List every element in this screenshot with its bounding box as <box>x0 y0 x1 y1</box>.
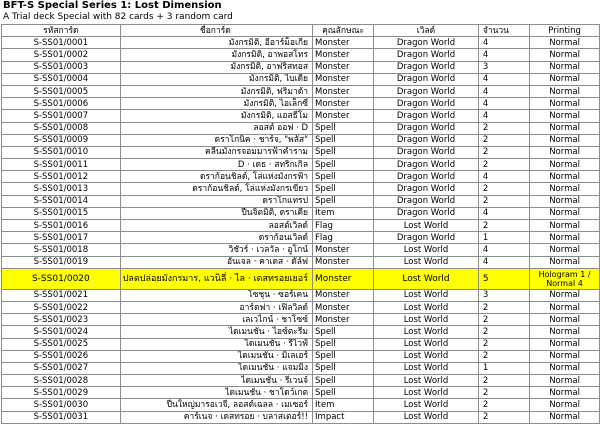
cell-printing: Normal <box>530 314 600 326</box>
cell-world: Dragon World <box>374 171 479 183</box>
cell-count: 2 <box>478 411 529 423</box>
cell-card-code: S-SS01/0002 <box>2 49 121 61</box>
cell-world: Dragon World <box>374 49 479 61</box>
cell-count: 1 <box>478 232 529 244</box>
table-row <box>2 411 600 423</box>
cell-printing: Normal <box>530 350 600 362</box>
cell-count: 4 <box>478 85 529 97</box>
cell-card-code: S-SS01/0023 <box>2 314 121 326</box>
table-row <box>2 399 600 411</box>
table-row <box>2 314 600 326</box>
cell-attribute: Monster <box>313 49 374 61</box>
cell-count: 4 <box>478 98 529 110</box>
table-row <box>2 362 600 374</box>
cell-card-name: ปลดปล่อยมังกรมาร, แวนิลี่ · ไล · เดสทรอยเยอร์ <box>120 268 312 289</box>
cell-count: 4 <box>478 110 529 122</box>
cell-card-name: ดราโกนิค · ชาร์จ, "พลัส" <box>120 134 312 146</box>
cell-attribute: Spell <box>313 350 374 362</box>
cell-card-name: มังกรมิติ, อาฟริสทอส <box>120 61 312 73</box>
cell-attribute: Spell <box>313 387 374 399</box>
cell-card-code: S-SS01/0011 <box>2 159 121 171</box>
card-list-table <box>1 24 600 424</box>
cell-attribute: Spell <box>313 134 374 146</box>
table-row <box>2 387 600 399</box>
cell-printing: Normal <box>530 110 600 122</box>
cell-count: 5 <box>478 268 529 289</box>
cell-count: 2 <box>478 159 529 171</box>
table-row <box>2 268 600 289</box>
cell-card-name: ไดเมนชั่น · แจมมิ่ง <box>120 362 312 374</box>
table-row <box>2 256 600 268</box>
cell-count: 2 <box>478 146 529 158</box>
cell-printing: Normal <box>530 399 600 411</box>
cell-printing: Normal <box>530 207 600 219</box>
cell-card-name: ปืนจิตมิติ, ดราเคีย <box>120 207 312 219</box>
cell-card-code: S-SS01/0029 <box>2 387 121 399</box>
cell-printing: Normal <box>530 85 600 97</box>
cell-card-code: S-SS01/0007 <box>2 110 121 122</box>
cell-world: Dragon World <box>374 37 479 49</box>
cell-count: 2 <box>478 134 529 146</box>
cell-world: Lost World <box>374 326 479 338</box>
cell-printing: Normal <box>530 171 600 183</box>
cell-card-name: ลอสต์เวิลด์ <box>120 220 312 232</box>
cell-count: 2 <box>478 220 529 232</box>
cell-printing: Normal <box>530 73 600 85</box>
cell-printing: Normal <box>530 122 600 134</box>
cell-card-code: S-SS01/0018 <box>2 244 121 256</box>
cell-count: 2 <box>478 350 529 362</box>
cell-printing: Normal <box>530 49 600 61</box>
table-row <box>2 134 600 146</box>
cell-card-code: S-SS01/0009 <box>2 134 121 146</box>
cell-attribute: Item <box>313 399 374 411</box>
cell-printing: Normal <box>530 411 600 423</box>
table-row <box>2 338 600 350</box>
cell-attribute: Spell <box>313 362 374 374</box>
cell-attribute: Monster <box>313 268 374 289</box>
cell-attribute: Spell <box>313 375 374 387</box>
cell-world: Lost World <box>374 375 479 387</box>
cell-world: Lost World <box>374 362 479 374</box>
cell-printing: Normal <box>530 159 600 171</box>
cell-card-code: S-SS01/0031 <box>2 411 121 423</box>
cell-count: 2 <box>478 375 529 387</box>
cell-printing: Normal <box>530 301 600 313</box>
cell-world: Lost World <box>374 411 479 423</box>
cell-card-code: S-SS01/0027 <box>2 362 121 374</box>
table-row <box>2 159 600 171</box>
cell-count: 4 <box>478 73 529 85</box>
cell-count: 2 <box>478 338 529 350</box>
cell-printing: Normal <box>530 134 600 146</box>
cell-printing: Normal <box>530 183 600 195</box>
header-attribute: คุณลักษณะ <box>313 25 374 37</box>
table-row <box>2 195 600 207</box>
cell-attribute: Monster <box>313 61 374 73</box>
table-row <box>2 244 600 256</box>
cell-world: Dragon World <box>374 134 479 146</box>
table-row <box>2 37 600 49</box>
cell-attribute: Monster <box>313 301 374 313</box>
cell-world: Lost World <box>374 220 479 232</box>
cell-card-code: S-SS01/0010 <box>2 146 121 158</box>
cell-count: 3 <box>478 289 529 301</box>
cell-attribute: Flag <box>313 220 374 232</box>
cell-attribute: Monster <box>313 98 374 110</box>
cell-count: 4 <box>478 207 529 219</box>
cell-attribute: Impact <box>313 411 374 423</box>
table-row <box>2 110 600 122</box>
cell-world: Dragon World <box>374 98 479 110</box>
cell-world: Dragon World <box>374 195 479 207</box>
cell-count: 4 <box>478 171 529 183</box>
table-row <box>2 85 600 97</box>
cell-count: 4 <box>478 37 529 49</box>
cell-card-name: ดราก้อนชิลด์, โล่แห่งมังกรฟ้า <box>120 171 312 183</box>
cell-card-code: S-SS01/0012 <box>2 171 121 183</box>
cell-card-name: มังกรมิติ, ฟริมาด้า <box>120 85 312 97</box>
cell-card-code: S-SS01/0019 <box>2 256 121 268</box>
cell-card-code: S-SS01/0016 <box>2 220 121 232</box>
cell-card-code: S-SS01/0020 <box>2 268 121 289</box>
cell-attribute: Monster <box>313 37 374 49</box>
page-subtitle: A Trial deck Special with 82 cards + 3 random card <box>3 12 233 22</box>
cell-attribute: Monster <box>313 314 374 326</box>
cell-attribute: Spell <box>313 122 374 134</box>
cell-card-name: ไดเมนชั่น · รีเวนจ์ <box>120 375 312 387</box>
cell-card-code: S-SS01/0017 <box>2 232 121 244</box>
table-row <box>2 207 600 219</box>
cell-attribute: Flag <box>313 232 374 244</box>
cell-card-code: S-SS01/0026 <box>2 350 121 362</box>
header-card-code: รหัสการ์ด <box>2 25 121 37</box>
cell-world: Lost World <box>374 289 479 301</box>
cell-card-name: ดราก้อนชิลด์, โล่แห่งมังกรเขียว <box>120 183 312 195</box>
cell-card-code: S-SS01/0025 <box>2 338 121 350</box>
table-row <box>2 350 600 362</box>
table-row <box>2 326 600 338</box>
cell-world: Lost World <box>374 268 479 289</box>
cell-printing: Normal <box>530 387 600 399</box>
cell-printing: Normal <box>530 195 600 207</box>
table-row <box>2 73 600 85</box>
cell-count: 2 <box>478 195 529 207</box>
cell-card-code: S-SS01/0013 <box>2 183 121 195</box>
cell-count: 4 <box>478 256 529 268</box>
cell-world: Dragon World <box>374 146 479 158</box>
cell-printing: Normal <box>530 289 600 301</box>
cell-card-code: S-SS01/0004 <box>2 73 121 85</box>
cell-printing: Normal <box>530 375 600 387</box>
cell-card-name: ไดเมนชั่น · รีไวฟ์ <box>120 338 312 350</box>
cell-printing: Normal <box>530 220 600 232</box>
cell-world: Dragon World <box>374 61 479 73</box>
cell-world: Dragon World <box>374 110 479 122</box>
cell-world: Dragon World <box>374 122 479 134</box>
cell-printing: Normal <box>530 338 600 350</box>
cell-card-name: อาร์ตฟา · เฟิลวิลด์ <box>120 301 312 313</box>
table-row <box>2 122 600 134</box>
cell-count: 2 <box>478 326 529 338</box>
cell-world: Dragon World <box>374 183 479 195</box>
cell-card-name: คาร์เนจ · เดสทรอย · บลาสเตอร์!! <box>120 411 312 423</box>
cell-attribute: Monster <box>313 289 374 301</box>
cell-attribute: Spell <box>313 195 374 207</box>
cell-printing: Normal <box>530 61 600 73</box>
cell-world: Dragon World <box>374 73 479 85</box>
cell-card-code: S-SS01/0030 <box>2 399 121 411</box>
cell-printing: Normal <box>530 232 600 244</box>
cell-world: Dragon World <box>374 232 479 244</box>
table-row <box>2 301 600 313</box>
cell-world: Dragon World <box>374 85 479 97</box>
cell-count: 2 <box>478 314 529 326</box>
cell-world: Dragon World <box>374 159 479 171</box>
cell-printing: Normal <box>530 326 600 338</box>
cell-attribute: Spell <box>313 146 374 158</box>
cell-printing: Normal <box>530 362 600 374</box>
cell-count: 1 <box>478 362 529 374</box>
cell-card-name: มังกรมิติ, อีอาร์ม็อเกีย <box>120 37 312 49</box>
cell-card-name: คลื่นมังกรจอมมารฟ้าคำราม <box>120 146 312 158</box>
table-row <box>2 289 600 301</box>
table-row <box>2 98 600 110</box>
table-row <box>2 49 600 61</box>
cell-world: Dragon World <box>374 207 479 219</box>
cell-world: Lost World <box>374 244 479 256</box>
cell-card-code: S-SS01/0021 <box>2 289 121 301</box>
cell-attribute: Spell <box>313 338 374 350</box>
cell-card-code: S-SS01/0001 <box>2 37 121 49</box>
cell-card-code: S-SS01/0028 <box>2 375 121 387</box>
cell-count: 2 <box>478 387 529 399</box>
cell-card-name: วิชัวร์ · เวลวัล · อูโกน์ <box>120 244 312 256</box>
cell-count: 4 <box>478 49 529 61</box>
cell-attribute: Monster <box>313 256 374 268</box>
cell-attribute: Spell <box>313 183 374 195</box>
cell-card-code: S-SS01/0005 <box>2 85 121 97</box>
cell-world: Lost World <box>374 350 479 362</box>
cell-card-name: เลเวไกน์ · ชาโซซ์ <box>120 314 312 326</box>
cell-card-name: ไดเมนชั่น · ไอซ์ตะรีม <box>120 326 312 338</box>
table-body <box>2 37 600 424</box>
cell-world: Lost World <box>374 256 479 268</box>
cell-card-name: มังกรมิติ, แอสธีโม <box>120 110 312 122</box>
cell-card-name: ดราโกแทรป <box>120 195 312 207</box>
cell-card-code: S-SS01/0014 <box>2 195 121 207</box>
cell-attribute: Item <box>313 207 374 219</box>
cell-attribute: Spell <box>313 326 374 338</box>
cell-card-name: ดราก้อนเวิลด์ <box>120 232 312 244</box>
cell-card-name: โซชุน · ซอร์เคน <box>120 289 312 301</box>
cell-attribute: Spell <box>313 171 374 183</box>
header-card-name: ชื่อการ์ด <box>120 25 312 37</box>
cell-printing: Normal <box>530 256 600 268</box>
cell-card-name: ไดเมนชั่น · ชาโดว์เกต <box>120 387 312 399</box>
cell-card-name: ลอสต์ ออฟ · D <box>120 122 312 134</box>
table-row <box>2 171 600 183</box>
table-header-row <box>2 25 600 37</box>
cell-card-code: S-SS01/0022 <box>2 301 121 313</box>
cell-count: 2 <box>478 183 529 195</box>
cell-world: Lost World <box>374 314 479 326</box>
table-row <box>2 183 600 195</box>
cell-count: 2 <box>478 122 529 134</box>
table-row <box>2 146 600 158</box>
cell-count: 2 <box>478 301 529 313</box>
header-printing: Printing <box>530 25 600 37</box>
cell-count: 3 <box>478 61 529 73</box>
cell-attribute: Monster <box>313 244 374 256</box>
cell-card-name: มังกรมิติ, ไบเดีย <box>120 73 312 85</box>
table-row <box>2 220 600 232</box>
cell-card-name: อันเจล · คาเดส · ดัล์ฟ <box>120 256 312 268</box>
cell-attribute: Monster <box>313 110 374 122</box>
table-row <box>2 375 600 387</box>
cell-card-code: S-SS01/0015 <box>2 207 121 219</box>
header-count: จำนวน <box>478 25 529 37</box>
cell-world: Lost World <box>374 301 479 313</box>
cell-world: Lost World <box>374 399 479 411</box>
cell-card-code: S-SS01/0008 <box>2 122 121 134</box>
table-row <box>2 232 600 244</box>
cell-card-name: ไดเมนชั่น · มิเลเอร์ <box>120 350 312 362</box>
cell-card-code: S-SS01/0003 <box>2 61 121 73</box>
cell-printing: Hologram 1 / Normal 4 <box>530 268 600 289</box>
page-title: BFT-S Special Series 1: Lost Dimension <box>3 0 222 11</box>
cell-card-name: มังกรมิติ, ไอเล็กซี่ <box>120 98 312 110</box>
cell-card-name: D · เดธ · สทริกเกิล <box>120 159 312 171</box>
cell-world: Lost World <box>374 338 479 350</box>
cell-printing: Normal <box>530 98 600 110</box>
cell-printing: Normal <box>530 37 600 49</box>
cell-card-name: ปืนใหญ่มารอเวจี, ลอสต์เฉลล · เมเซอร์ <box>120 399 312 411</box>
cell-printing: Normal <box>530 244 600 256</box>
cell-attribute: Monster <box>313 85 374 97</box>
cell-attribute: Spell <box>313 159 374 171</box>
cell-card-name: มังกรมิติ, อาพอสโทร <box>120 49 312 61</box>
table-row <box>2 61 600 73</box>
cell-card-code: S-SS01/0024 <box>2 326 121 338</box>
cell-count: 2 <box>478 399 529 411</box>
cell-card-code: S-SS01/0006 <box>2 98 121 110</box>
cell-count: 4 <box>478 244 529 256</box>
cell-printing: Normal <box>530 146 600 158</box>
cell-attribute: Monster <box>313 73 374 85</box>
cell-world: Lost World <box>374 387 479 399</box>
header-world: เวิลด์ <box>374 25 479 37</box>
